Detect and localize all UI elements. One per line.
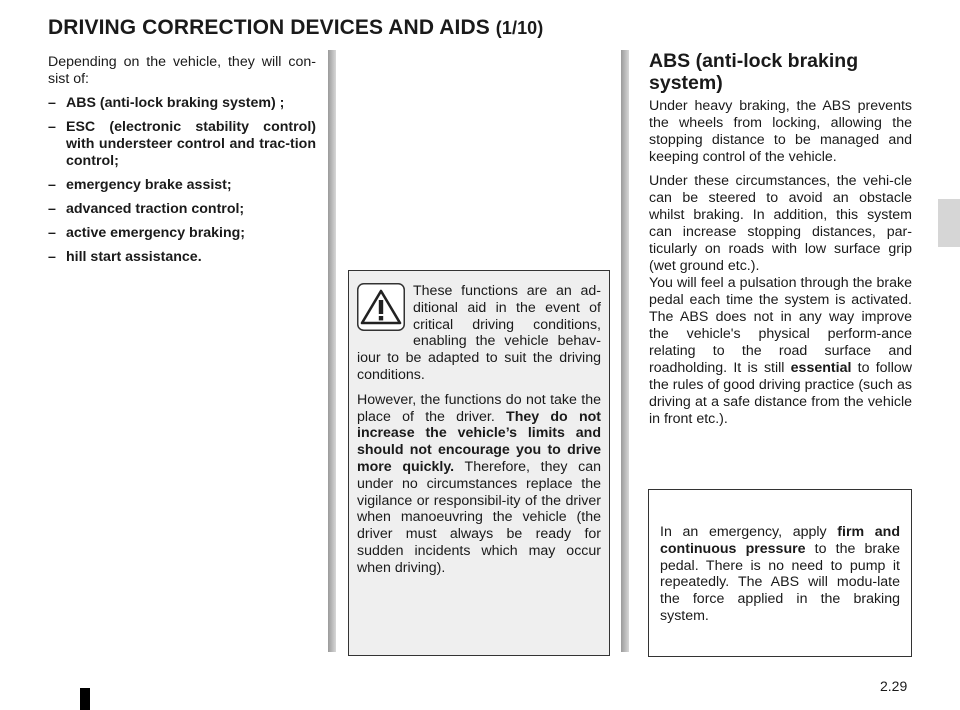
column-divider [328,50,336,652]
warning-text [357,283,601,585]
section-tab [938,199,960,247]
note-text: In an emergency, apply firm and continuous pressure to the brake pedal. There is no need to pump it repeatedly. The ABS will modu-late the force applied in the braking system. [660,524,900,624]
abs-section [649,50,912,435]
list-item: – hill start assistance. [48,249,202,265]
list-item: – emergency brake assist; [48,177,232,193]
page-number: 2.29 [880,678,908,694]
page-title [48,16,543,40]
page-title-text: DRIVING CORRECTION DEVICES AND AIDS [48,16,490,39]
list-item: – active emergency braking; [48,225,245,241]
list-item: – ESC (electronic stability control) with understeer control and trac-tion control; [48,119,316,169]
warning-paragraph-1: These functions are an ad-ditional aid in the event of critical driving conditions, enabling the vehicle behav-iour to be adapted to suit the driving conditions. [357,283,601,383]
warning-icon-spacer [357,283,413,335]
list-item: – advanced traction control; [48,201,245,217]
warning-paragraph-2: However, the functions do not take the place of the driver. They do not increase the vehicle’s limits and should not encourage you to drive more quickly. Therefore, they can under no circumstances replace the vigilance or responsibil-ity of the driver when manoeuvring the vehicle (the driver must always be ready for sudden incidents which may occur when driving). [357,391,601,576]
section-title: ABS (anti-lock braking system) [649,50,859,94]
abs-paragraph-1: Under heavy braking, the ABS prevents the wheels from locking, allowing the stopping distance to be managed and keeping control of the vehicle. [649,98,912,165]
corner-mark [80,688,90,710]
page-part: (1/10) [495,18,544,38]
list-item: – ABS (anti-lock braking system) ; [48,95,285,111]
intro-text: Depending on the vehicle, they will con-sist of: [48,54,316,87]
column-divider [621,50,629,652]
warning-triangle-icon [357,283,405,331]
abs-paragraph-2: Under these circumstances, the vehi-cle can be steered to avoid an obstacle whilst braking. In addition, this system can increase stopping distances, par-ticularly on roads with low surface grip (wet ground etc.). You will feel a pulsation through the brake pedal each time the system is activated. The ABS does not in any way improve the vehicle's physical perform-ance relating to the road surface and roadholding. It is still essential to follow the rules of good driving practice (such as driving at a safe distance from the vehicle in front etc.). [649,173,912,427]
aids-list [48,95,316,266]
intro-column [48,54,316,273]
